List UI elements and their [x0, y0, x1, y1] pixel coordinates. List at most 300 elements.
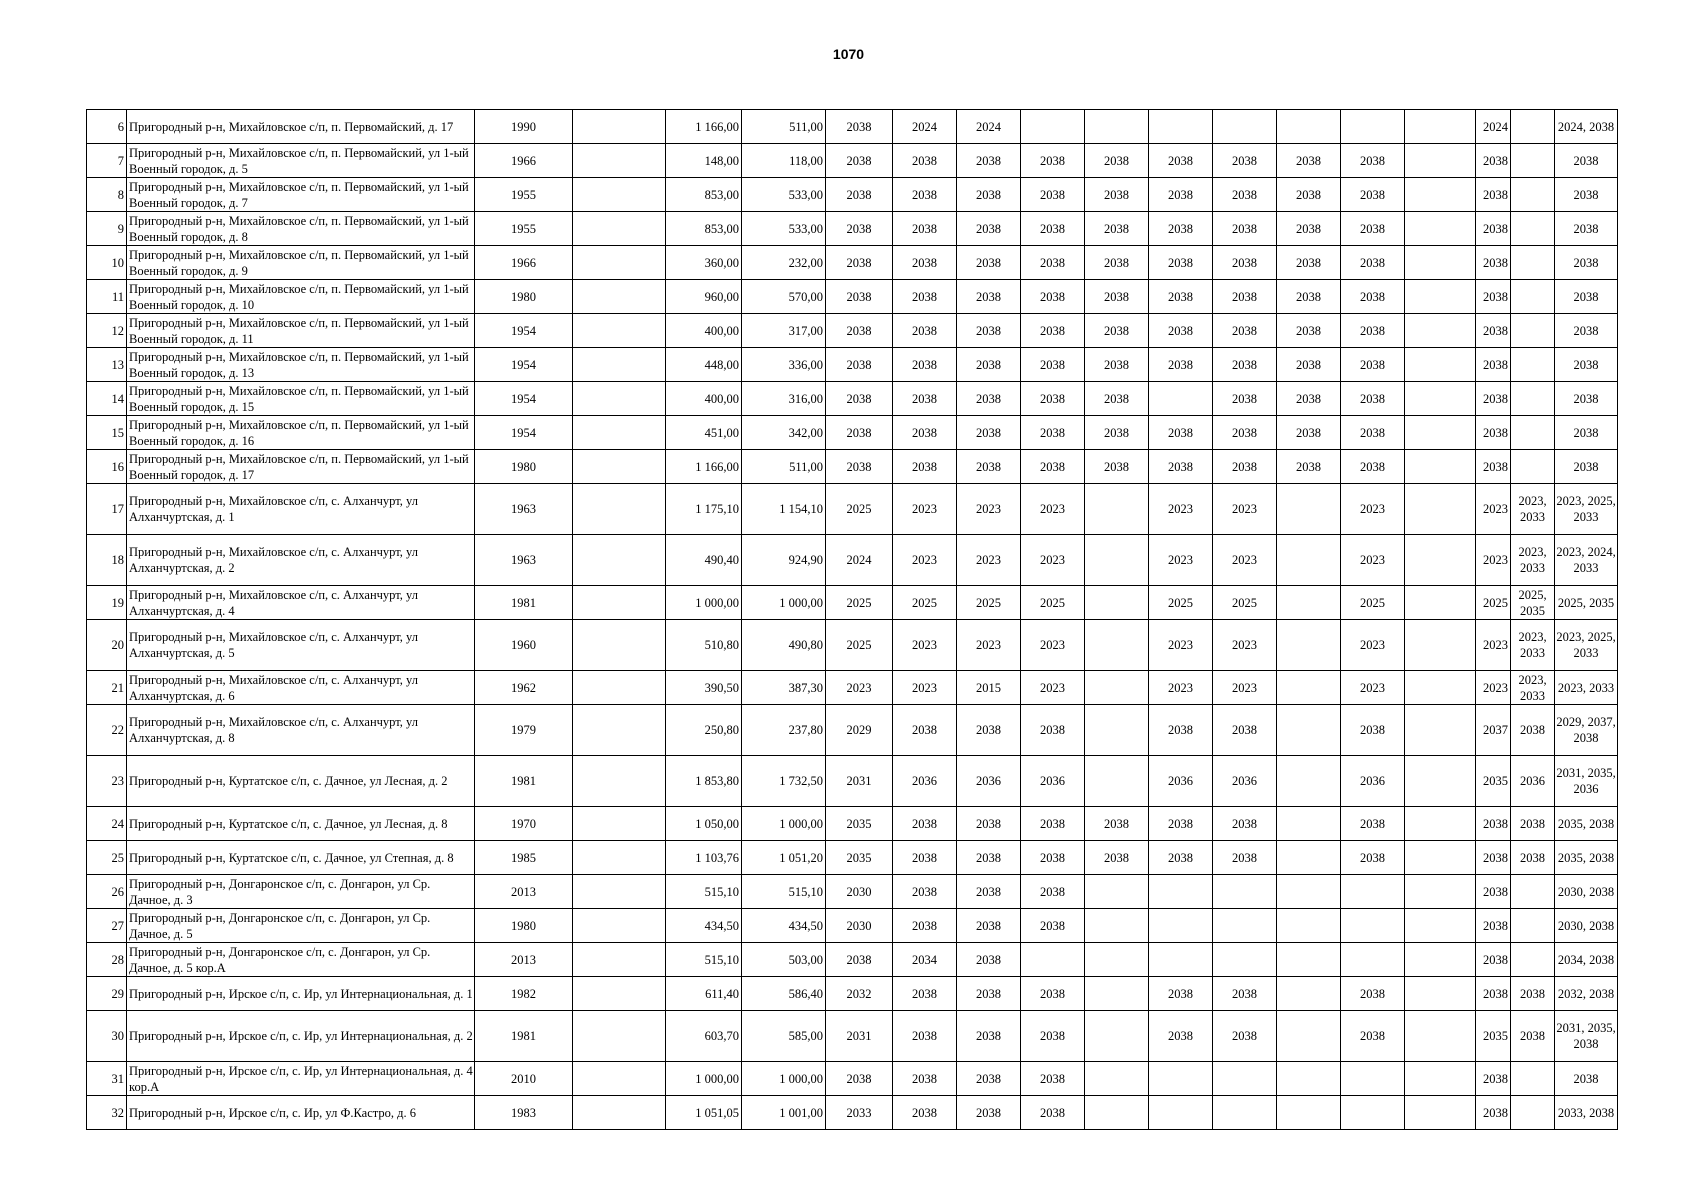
cell-c12 — [1511, 144, 1555, 178]
cell-address: Пригородный р-н, Михайловское с/п, п. Первомайский, ул 1-ый Военный городок, д. 5 — [127, 144, 475, 178]
cell-year: 1963 — [475, 484, 573, 535]
cell-year: 1963 — [475, 535, 573, 586]
cell-c12: 2023, 2033 — [1511, 671, 1555, 705]
cell-col3 — [573, 841, 666, 875]
cell-c8 — [1277, 756, 1341, 807]
cell-c13: 2023, 2025, 2033 — [1555, 484, 1618, 535]
cell-area-total: 515,10 — [666, 943, 742, 977]
cell-num: 18 — [87, 535, 127, 586]
cell-c12 — [1511, 178, 1555, 212]
cell-area-living: 237,80 — [742, 705, 826, 756]
cell-c11: 2038 — [1476, 450, 1511, 484]
cell-c11: 2038 — [1476, 144, 1511, 178]
cell-col3 — [573, 671, 666, 705]
cell-c11: 2038 — [1476, 1062, 1511, 1096]
cell-c12 — [1511, 1062, 1555, 1096]
cell-c1: 2025 — [826, 620, 893, 671]
cell-c6: 2038 — [1149, 450, 1213, 484]
cell-c2: 2038 — [893, 1096, 957, 1130]
table-row — [87, 841, 1618, 875]
table-row — [87, 535, 1618, 586]
cell-c5 — [1085, 484, 1149, 535]
cell-c11: 2038 — [1476, 977, 1511, 1011]
cell-num: 21 — [87, 671, 127, 705]
cell-c12 — [1511, 875, 1555, 909]
cell-area-total: 853,00 — [666, 212, 742, 246]
table-row — [87, 671, 1618, 705]
cell-c5 — [1085, 620, 1149, 671]
cell-area-total: 1 000,00 — [666, 586, 742, 620]
cell-c9: 2038 — [1341, 382, 1405, 416]
cell-c11: 2023 — [1476, 620, 1511, 671]
cell-col3 — [573, 178, 666, 212]
cell-c3: 2036 — [957, 756, 1021, 807]
cell-c8 — [1277, 586, 1341, 620]
table-row — [87, 807, 1618, 841]
cell-address: Пригородный р-н, Куртатское с/п, с. Дачное, ул Лесная, д. 2 — [127, 756, 475, 807]
cell-c6: 2038 — [1149, 280, 1213, 314]
cell-c4: 2023 — [1021, 484, 1085, 535]
cell-year: 1960 — [475, 620, 573, 671]
cell-c4 — [1021, 943, 1085, 977]
table-row — [87, 909, 1618, 943]
cell-area-total: 451,00 — [666, 416, 742, 450]
cell-c8: 2038 — [1277, 212, 1341, 246]
cell-c10 — [1405, 535, 1476, 586]
cell-area-living: 585,00 — [742, 1011, 826, 1062]
cell-address: Пригородный р-н, Ирское с/п, с. Ир, ул Ф.Кастро, д. 6 — [127, 1096, 475, 1130]
cell-area-living: 317,00 — [742, 314, 826, 348]
cell-c11: 2038 — [1476, 875, 1511, 909]
cell-c11: 2038 — [1476, 909, 1511, 943]
cell-num: 23 — [87, 756, 127, 807]
cell-c6: 2025 — [1149, 586, 1213, 620]
cell-address: Пригородный р-н, Михайловское с/п, п. Первомайский, ул 1-ый Военный городок, д. 8 — [127, 212, 475, 246]
cell-area-total: 853,00 — [666, 178, 742, 212]
cell-area-total: 1 000,00 — [666, 1062, 742, 1096]
cell-c4: 2038 — [1021, 178, 1085, 212]
cell-c8 — [1277, 1011, 1341, 1062]
cell-c11: 2023 — [1476, 535, 1511, 586]
cell-c9: 2038 — [1341, 246, 1405, 280]
cell-area-total: 1 166,00 — [666, 110, 742, 144]
cell-year: 2010 — [475, 1062, 573, 1096]
cell-col3 — [573, 212, 666, 246]
cell-c11: 2038 — [1476, 178, 1511, 212]
cell-c2: 2038 — [893, 1062, 957, 1096]
cell-c11: 2023 — [1476, 484, 1511, 535]
cell-c10 — [1405, 178, 1476, 212]
table-row — [87, 1062, 1618, 1096]
cell-num: 15 — [87, 416, 127, 450]
cell-c10 — [1405, 756, 1476, 807]
cell-address: Пригородный р-н, Михайловское с/п, с. Алханчурт, ул Алханчуртская, д. 4 — [127, 586, 475, 620]
table-row — [87, 382, 1618, 416]
cell-c6: 2038 — [1149, 705, 1213, 756]
cell-area-living: 316,00 — [742, 382, 826, 416]
cell-c1: 2025 — [826, 484, 893, 535]
cell-c12 — [1511, 416, 1555, 450]
cell-c3: 2024 — [957, 110, 1021, 144]
cell-area-total: 603,70 — [666, 1011, 742, 1062]
cell-area-living: 387,30 — [742, 671, 826, 705]
cell-c3: 2038 — [957, 314, 1021, 348]
cell-c12 — [1511, 348, 1555, 382]
cell-num: 12 — [87, 314, 127, 348]
cell-c4: 2025 — [1021, 586, 1085, 620]
cell-year: 1955 — [475, 178, 573, 212]
cell-c2: 2038 — [893, 246, 957, 280]
cell-c10 — [1405, 1096, 1476, 1130]
cell-c1: 2032 — [826, 977, 893, 1011]
cell-c4: 2038 — [1021, 705, 1085, 756]
cell-c1: 2035 — [826, 807, 893, 841]
cell-c8 — [1277, 807, 1341, 841]
cell-c1: 2038 — [826, 943, 893, 977]
cell-c12: 2023, 2033 — [1511, 535, 1555, 586]
cell-c13: 2035, 2038 — [1555, 807, 1618, 841]
cell-c1: 2038 — [826, 348, 893, 382]
page-number: 1070 — [832, 46, 865, 62]
cell-c5 — [1085, 977, 1149, 1011]
cell-c13: 2023, 2024, 2033 — [1555, 535, 1618, 586]
cell-area-living: 1 000,00 — [742, 1062, 826, 1096]
cell-c4: 2038 — [1021, 348, 1085, 382]
cell-c12 — [1511, 110, 1555, 144]
cell-c12 — [1511, 314, 1555, 348]
cell-c3: 2038 — [957, 246, 1021, 280]
cell-c5 — [1085, 586, 1149, 620]
cell-c3: 2038 — [957, 382, 1021, 416]
cell-c7: 2023 — [1213, 484, 1277, 535]
cell-col3 — [573, 586, 666, 620]
cell-c8: 2038 — [1277, 382, 1341, 416]
cell-c3: 2038 — [957, 705, 1021, 756]
cell-c12: 2038 — [1511, 841, 1555, 875]
cell-num: 20 — [87, 620, 127, 671]
cell-c4: 2038 — [1021, 1096, 1085, 1130]
cell-c2: 2038 — [893, 280, 957, 314]
cell-c5 — [1085, 535, 1149, 586]
cell-c4: 2038 — [1021, 1062, 1085, 1096]
cell-c8 — [1277, 110, 1341, 144]
cell-area-living: 586,40 — [742, 977, 826, 1011]
cell-c6: 2023 — [1149, 671, 1213, 705]
cell-c3: 2038 — [957, 280, 1021, 314]
table-row — [87, 416, 1618, 450]
cell-c12 — [1511, 212, 1555, 246]
cell-c8 — [1277, 484, 1341, 535]
cell-c13: 2038 — [1555, 212, 1618, 246]
cell-c9 — [1341, 1062, 1405, 1096]
table-body — [87, 110, 1618, 1130]
cell-c1: 2024 — [826, 535, 893, 586]
cell-year: 1985 — [475, 841, 573, 875]
cell-c13: 2038 — [1555, 280, 1618, 314]
cell-c7: 2038 — [1213, 1011, 1277, 1062]
cell-c7 — [1213, 943, 1277, 977]
cell-c5: 2038 — [1085, 144, 1149, 178]
cell-c7: 2038 — [1213, 977, 1277, 1011]
cell-year: 1954 — [475, 314, 573, 348]
cell-c4: 2038 — [1021, 909, 1085, 943]
cell-c9: 2025 — [1341, 586, 1405, 620]
cell-c4 — [1021, 110, 1085, 144]
cell-c7 — [1213, 909, 1277, 943]
cell-area-total: 250,80 — [666, 705, 742, 756]
cell-col3 — [573, 484, 666, 535]
cell-c10 — [1405, 110, 1476, 144]
cell-c1: 2030 — [826, 909, 893, 943]
cell-c7: 2038 — [1213, 246, 1277, 280]
cell-c12 — [1511, 246, 1555, 280]
cell-c9 — [1341, 1096, 1405, 1130]
cell-c8 — [1277, 943, 1341, 977]
cell-c6: 2038 — [1149, 1011, 1213, 1062]
cell-c3: 2023 — [957, 484, 1021, 535]
cell-c2: 2038 — [893, 909, 957, 943]
cell-c11: 2038 — [1476, 348, 1511, 382]
cell-c5: 2038 — [1085, 246, 1149, 280]
cell-c3: 2038 — [957, 450, 1021, 484]
cell-col3 — [573, 620, 666, 671]
cell-c9: 2023 — [1341, 535, 1405, 586]
cell-num: 32 — [87, 1096, 127, 1130]
cell-c5: 2038 — [1085, 416, 1149, 450]
cell-c5: 2038 — [1085, 382, 1149, 416]
cell-c2: 2038 — [893, 144, 957, 178]
cell-c13: 2038 — [1555, 450, 1618, 484]
cell-c7: 2023 — [1213, 535, 1277, 586]
cell-year: 1979 — [475, 705, 573, 756]
cell-c6 — [1149, 875, 1213, 909]
cell-year: 1990 — [475, 110, 573, 144]
cell-col3 — [573, 807, 666, 841]
cell-year: 1981 — [475, 1011, 573, 1062]
cell-c6 — [1149, 1062, 1213, 1096]
cell-c10 — [1405, 246, 1476, 280]
cell-c5 — [1085, 705, 1149, 756]
cell-area-total: 400,00 — [666, 314, 742, 348]
cell-c1: 2038 — [826, 144, 893, 178]
cell-c10 — [1405, 144, 1476, 178]
cell-c12: 2036 — [1511, 756, 1555, 807]
cell-c7: 2038 — [1213, 841, 1277, 875]
cell-c7 — [1213, 1062, 1277, 1096]
cell-c4: 2023 — [1021, 671, 1085, 705]
table-row — [87, 110, 1618, 144]
cell-c9: 2023 — [1341, 484, 1405, 535]
cell-year: 1983 — [475, 1096, 573, 1130]
cell-num: 6 — [87, 110, 127, 144]
cell-c2: 2025 — [893, 586, 957, 620]
cell-c7: 2038 — [1213, 348, 1277, 382]
cell-c4: 2038 — [1021, 144, 1085, 178]
cell-c13: 2034, 2038 — [1555, 943, 1618, 977]
cell-c5: 2038 — [1085, 450, 1149, 484]
cell-c2: 2023 — [893, 671, 957, 705]
cell-c11: 2023 — [1476, 671, 1511, 705]
cell-c4: 2038 — [1021, 280, 1085, 314]
cell-c5 — [1085, 756, 1149, 807]
cell-c11: 2035 — [1476, 756, 1511, 807]
cell-c8 — [1277, 841, 1341, 875]
cell-address: Пригородный р-н, Михайловское с/п, п. Первомайский, д. 17 — [127, 110, 475, 144]
cell-c7: 2038 — [1213, 178, 1277, 212]
table-row — [87, 144, 1618, 178]
cell-num: 25 — [87, 841, 127, 875]
cell-area-living: 1 051,20 — [742, 841, 826, 875]
cell-c12: 2038 — [1511, 807, 1555, 841]
cell-c5 — [1085, 1011, 1149, 1062]
cell-c6: 2038 — [1149, 416, 1213, 450]
cell-c1: 2038 — [826, 1062, 893, 1096]
cell-num: 13 — [87, 348, 127, 382]
cell-c7 — [1213, 110, 1277, 144]
cell-year: 1954 — [475, 416, 573, 450]
cell-c11: 2038 — [1476, 246, 1511, 280]
cell-c11: 2037 — [1476, 705, 1511, 756]
cell-address: Пригородный р-н, Михайловское с/п, с. Алханчурт, ул Алханчуртская, д. 8 — [127, 705, 475, 756]
cell-year: 2013 — [475, 875, 573, 909]
cell-c11: 2035 — [1476, 1011, 1511, 1062]
cell-c1: 2038 — [826, 382, 893, 416]
cell-c13: 2038 — [1555, 1062, 1618, 1096]
cell-c9: 2038 — [1341, 977, 1405, 1011]
cell-year: 1982 — [475, 977, 573, 1011]
cell-c1: 2031 — [826, 756, 893, 807]
cell-area-living: 1 732,50 — [742, 756, 826, 807]
cell-c10 — [1405, 348, 1476, 382]
cell-col3 — [573, 246, 666, 280]
cell-address: Пригородный р-н, Донгаронское с/п, с. Донгарон, ул Ср. Дачное, д. 5 кор.А — [127, 943, 475, 977]
cell-c2: 2038 — [893, 841, 957, 875]
cell-c12: 2023, 2033 — [1511, 484, 1555, 535]
cell-address: Пригородный р-н, Михайловское с/п, с. Алханчурт, ул Алханчуртская, д. 6 — [127, 671, 475, 705]
cell-address: Пригородный р-н, Михайловское с/п, п. Первомайский, ул 1-ый Военный городок, д. 17 — [127, 450, 475, 484]
cell-c5: 2038 — [1085, 841, 1149, 875]
cell-c5 — [1085, 110, 1149, 144]
cell-c5: 2038 — [1085, 807, 1149, 841]
cell-c13: 2038 — [1555, 416, 1618, 450]
table-row — [87, 977, 1618, 1011]
cell-c2: 2038 — [893, 212, 957, 246]
cell-c3: 2023 — [957, 535, 1021, 586]
cell-c13: 2038 — [1555, 314, 1618, 348]
cell-num: 17 — [87, 484, 127, 535]
cell-address: Пригородный р-н, Донгаронское с/п, с. Донгарон, ул Ср. Дачное, д. 3 — [127, 875, 475, 909]
cell-address: Пригородный р-н, Михайловское с/п, с. Алханчурт, ул Алханчуртская, д. 5 — [127, 620, 475, 671]
cell-num: 16 — [87, 450, 127, 484]
cell-c6 — [1149, 909, 1213, 943]
cell-c1: 2038 — [826, 314, 893, 348]
cell-c8 — [1277, 535, 1341, 586]
cell-c8: 2038 — [1277, 348, 1341, 382]
cell-c11: 2024 — [1476, 110, 1511, 144]
cell-c13: 2023, 2025, 2033 — [1555, 620, 1618, 671]
cell-address: Пригородный р-н, Михайловское с/п, п. Первомайский, ул 1-ый Военный городок, д. 9 — [127, 246, 475, 280]
cell-area-total: 510,80 — [666, 620, 742, 671]
cell-c5: 2038 — [1085, 314, 1149, 348]
cell-c8: 2038 — [1277, 144, 1341, 178]
cell-num: 31 — [87, 1062, 127, 1096]
cell-area-living: 118,00 — [742, 144, 826, 178]
cell-area-living: 1 000,00 — [742, 586, 826, 620]
cell-c6: 2038 — [1149, 977, 1213, 1011]
cell-c1: 2038 — [826, 416, 893, 450]
cell-c5 — [1085, 671, 1149, 705]
cell-c4: 2038 — [1021, 212, 1085, 246]
cell-c13: 2025, 2035 — [1555, 586, 1618, 620]
cell-address: Пригородный р-н, Михайловское с/п, п. Первомайский, ул 1-ый Военный городок, д. 11 — [127, 314, 475, 348]
cell-c6: 2038 — [1149, 212, 1213, 246]
cell-c13: 2038 — [1555, 382, 1618, 416]
cell-c2: 2038 — [893, 875, 957, 909]
cell-year: 1955 — [475, 212, 573, 246]
cell-area-living: 511,00 — [742, 450, 826, 484]
cell-c3: 2025 — [957, 586, 1021, 620]
cell-area-living: 533,00 — [742, 178, 826, 212]
cell-c11: 2038 — [1476, 807, 1511, 841]
table-row — [87, 756, 1618, 807]
cell-c10 — [1405, 943, 1476, 977]
table-row — [87, 314, 1618, 348]
cell-c9: 2038 — [1341, 348, 1405, 382]
cell-c9: 2036 — [1341, 756, 1405, 807]
cell-c10 — [1405, 450, 1476, 484]
cell-area-living: 570,00 — [742, 280, 826, 314]
cell-c3: 2038 — [957, 909, 1021, 943]
cell-c8 — [1277, 875, 1341, 909]
cell-c9: 2038 — [1341, 212, 1405, 246]
cell-c13: 2031, 2035, 2036 — [1555, 756, 1618, 807]
cell-c11: 2038 — [1476, 212, 1511, 246]
cell-num: 10 — [87, 246, 127, 280]
cell-c4: 2023 — [1021, 535, 1085, 586]
cell-c2: 2038 — [893, 1011, 957, 1062]
cell-num: 7 — [87, 144, 127, 178]
cell-c11: 2025 — [1476, 586, 1511, 620]
cell-year: 1981 — [475, 756, 573, 807]
cell-year: 1962 — [475, 671, 573, 705]
cell-area-total: 148,00 — [666, 144, 742, 178]
cell-c6 — [1149, 1096, 1213, 1130]
cell-c13: 2030, 2038 — [1555, 909, 1618, 943]
cell-c1: 2035 — [826, 841, 893, 875]
cell-c4: 2038 — [1021, 841, 1085, 875]
cell-c9 — [1341, 943, 1405, 977]
cell-c2: 2023 — [893, 535, 957, 586]
cell-c8: 2038 — [1277, 280, 1341, 314]
cell-c10 — [1405, 705, 1476, 756]
cell-c2: 2038 — [893, 450, 957, 484]
cell-c3: 2038 — [957, 1062, 1021, 1096]
cell-c2: 2038 — [893, 348, 957, 382]
cell-year: 1954 — [475, 382, 573, 416]
cell-address: Пригородный р-н, Куртатское с/п, с. Дачное, ул Лесная, д. 8 — [127, 807, 475, 841]
cell-year: 1980 — [475, 909, 573, 943]
cell-area-total: 515,10 — [666, 875, 742, 909]
cell-area-living: 1 001,00 — [742, 1096, 826, 1130]
cell-c13: 2023, 2033 — [1555, 671, 1618, 705]
cell-c7: 2023 — [1213, 620, 1277, 671]
cell-area-total: 1 051,05 — [666, 1096, 742, 1130]
cell-c10 — [1405, 841, 1476, 875]
cell-c6: 2038 — [1149, 314, 1213, 348]
cell-c4: 2038 — [1021, 416, 1085, 450]
table-row — [87, 1096, 1618, 1130]
cell-c2: 2038 — [893, 178, 957, 212]
